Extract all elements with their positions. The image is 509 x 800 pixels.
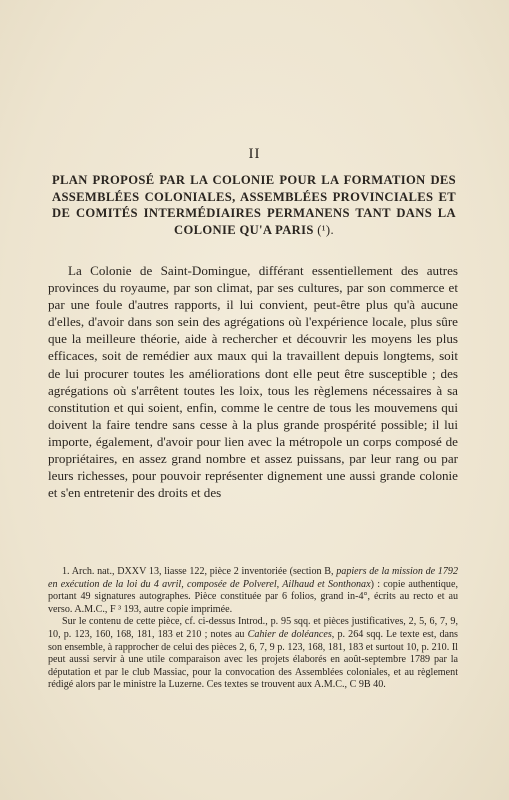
footnote-2: [48, 616, 458, 692]
section-number: II: [248, 146, 261, 162]
body-paragraph: La Colonie de Saint-Domingue, différant essentiellement des autres provinces du royaume, par son climat, par ses cultures, par son commerce et par une foule d'autres rapports, il lui convient, peut-être plus qu'à aucune d'elles, d'avoir dans son sein des agrégations où l'expérience locale, plus sûre que la meilleure théorie, aide à rechercher et découvrir les moyens les plus efficaces, soit de remédier aux maux qui la travaillent depuis longtems, soit de lui procurer toutes les améliorations dont elle peut être susceptible ; des agrégations où s'arrêtent toutes les loix, tous les règlemens nécessaires à sa constitution et qui soient, enfin, comme le centre de tous les mouvemens qui doivent la faire tendre sans cesse à la plus grande prospérité possible; il lui importe, également, d'avoir pour lien avec la métropole un corps composé de propriétaires, en assez grand nombre et assez puissans, par leur rang ou par leurs richesses, pour pouvoir représenter dignement une aussi grande colonie et s'en entretenir des droits et des: [48, 263, 458, 501]
footnote-1-italic: papiers de la mission de 1792 en exécution de la loi du 4 avril, composée de Polverel, Ailhaud et Sonthonax: [48, 566, 458, 590]
heading-footnote-ref: (¹).: [317, 222, 334, 237]
heading-title: PLAN PROPOSÉ PAR LA COLONIE POUR LA FORMATION DES ASSEMBLÉES COLONIALES, ASSEMBLÉES PROVINCIALES ET DE COMITÉS INTERMÉDIAIRES PERMANENS TANT DANS LA COLONIE QU'A PARIS: [52, 173, 456, 237]
footnote-2-italic: Cahier de doléances: [247, 628, 332, 640]
chapter-heading: [52, 172, 456, 238]
footnote-2-text-a: Sur le contenu de cette pièce, cf. ci-dessus Introd., p. 95 sqq. et pièces justificatives, 2, 5, 6, 7, 9, 10, p. 123, 160, 168, 181, 183 et 210 ; notes au: [48, 616, 458, 640]
footnote-2-text-c: , p. 264 sqq. Le texte est, dans son ensemble, à rapprocher de celui des pièces 2, 6, 7, 9 p. 123, 168, 181, 183 et surtout 10, p. 210. Il peut aussi servir à une utile comparaison avec les projets élaborés en août-septembre 1789 par la députation et par le club Massiac, pour la convocation des Assemblées coloniales, et au règlement rédigé alors par le ministre la Luzerne. Ces textes se trouvent aux A.M.C., C 9B 40.: [48, 628, 458, 691]
footnotes: [48, 566, 458, 692]
footnote-1-text-c: ) : copie authentique, portant 49 signatures autographes. Pièce constituée par 6 folios, grand in-4°, écrits au recto et au verso. A.M.C., F ³ 193, autre copie imprimée.: [48, 578, 458, 615]
footnote-1-text-a: 1. Arch. nat., DXXV 13, liasse 122, pièce 2 inventoriée (section B,: [62, 566, 337, 577]
footnote-1: [48, 566, 458, 616]
main-text: [48, 262, 458, 501]
